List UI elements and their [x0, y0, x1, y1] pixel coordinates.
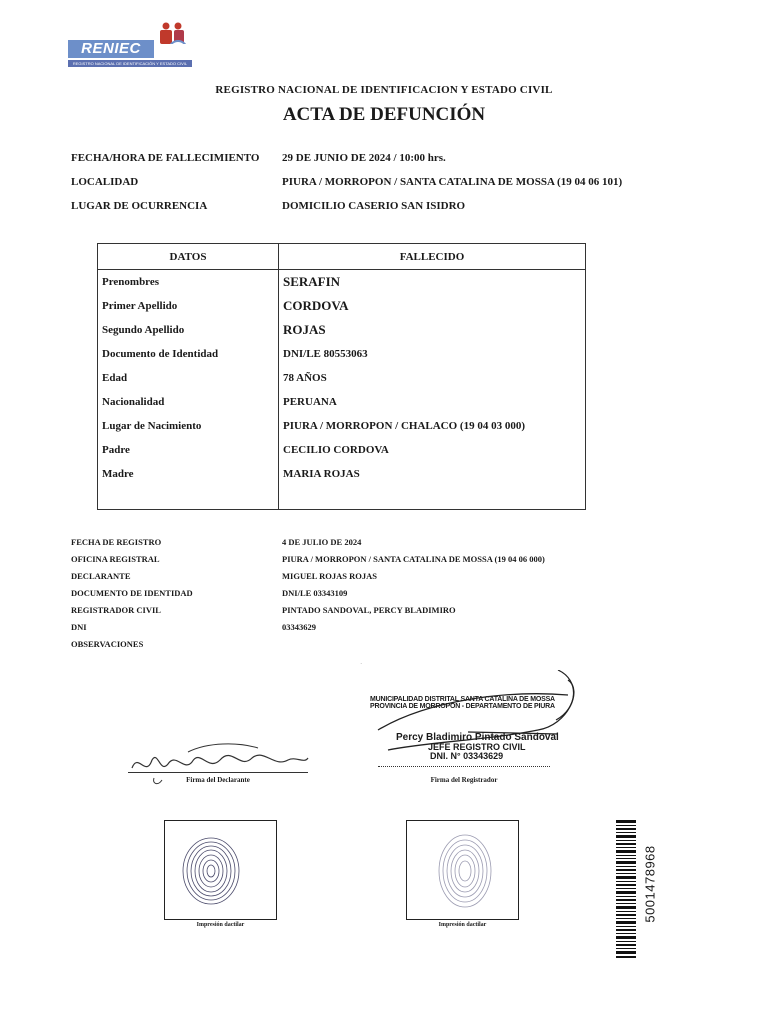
table-row	[98, 414, 586, 438]
label-fecha-hora: FECHA/HORA DE FALLECIMIENTO	[71, 152, 260, 164]
label-declarante: DECLARANTE	[71, 571, 131, 581]
row-label-madre: Madre	[98, 462, 279, 486]
fingerprint-box-registrar	[406, 820, 519, 920]
label-registrador-civil: REGISTRADOR CIVIL	[71, 605, 161, 615]
fingerprint-box-declarant	[164, 820, 277, 920]
table-row	[98, 390, 586, 414]
label-observaciones: OBSERVACIONES	[71, 639, 144, 649]
stamp-registrar-name: Percy Bladimiro Pintado Sandoval	[396, 732, 559, 743]
value-localidad: PIURA / MORROPON / SANTA CATALINA DE MOSSA (19 04 06 101)	[282, 176, 623, 188]
stamp-registrar-dni: DNI. N° 03343629	[430, 751, 504, 761]
institution-name: REGISTRO NACIONAL DE IDENTIFICACION Y ESTADO CIVIL	[215, 84, 553, 96]
barcode-icon	[616, 820, 636, 958]
table-row	[98, 318, 586, 342]
value-declarante: MIGUEL ROJAS ROJAS	[282, 571, 377, 581]
stray-mark: ·	[360, 660, 363, 668]
label-fecha-registro: FECHA DE REGISTRO	[71, 537, 162, 547]
value-registrador-civil: PINTADO SANDOVAL, PERCY BLADIMIRO	[282, 605, 456, 615]
label-documento-identidad: DOCUMENTO DE IDENTIDAD	[71, 588, 193, 598]
value-fecha-hora: 29 DE JUNIO DE 2024 / 10:00 hrs.	[282, 152, 446, 164]
fingerprint-icon	[407, 821, 518, 919]
table-row	[98, 270, 586, 295]
value-oficina-registral: PIURA / MORROPON / SANTA CATALINA DE MOSSA (19 04 06 000)	[282, 554, 545, 564]
row-value-edad: 78 AÑOS	[283, 372, 327, 384]
filler-cell	[279, 486, 586, 510]
logo-wordmark: RENIEC	[68, 40, 154, 58]
logo-subtitle: REGISTRO NACIONAL DE IDENTIFICACIÓN Y ESTADO CIVIL	[68, 60, 192, 67]
filler-cell	[98, 486, 279, 510]
table-row	[98, 462, 586, 486]
value-dni: 03343629	[282, 622, 316, 632]
col-header-datos: DATOS	[98, 244, 279, 270]
row-value-documento: DNI/LE 80553063	[283, 348, 368, 360]
label-localidad: LOCALIDAD	[71, 176, 139, 188]
table-row	[98, 438, 586, 462]
label-oficina-registral: OFICINA REGISTRAL	[71, 554, 160, 564]
row-label-primer-apellido: Primer Apellido	[98, 294, 279, 318]
stamp-line-2: PROVINCIA DE MORROPON - DEPARTAMENTO DE PIURA	[370, 703, 555, 710]
col-header-fallecido: FALLECIDO	[279, 244, 586, 270]
stamp-line-1: MUNICIPALIDAD DISTRITAL SANTA CATALINA DE MOSSA	[370, 696, 555, 703]
deceased-data-table	[97, 243, 586, 510]
fingerprint-icon	[165, 821, 276, 919]
reniec-logo	[68, 20, 192, 68]
declarant-signature-caption: Firma del Declarante	[186, 776, 250, 784]
row-label-segundo-apellido: Segundo Apellido	[98, 318, 279, 342]
stamp-registrar-role: JEFE REGISTRO CIVIL	[428, 742, 526, 752]
row-value-madre: MARIA ROJAS	[283, 468, 360, 480]
value-fecha-registro: 4 DE JULIO DE 2024	[282, 537, 362, 547]
row-value-nacionalidad: PERUANA	[283, 396, 337, 408]
row-label-nacionalidad: Nacionalidad	[98, 390, 279, 414]
table-row	[98, 294, 586, 318]
row-value-lugar-nacimiento: PIURA / MORROPON / CHALACO (19 04 03 000)	[283, 420, 525, 432]
value-lugar-ocurrencia: DOMICILIO CASERIO SAN ISIDRO	[282, 200, 466, 212]
row-value-segundo-apellido: ROJAS	[283, 322, 326, 337]
declarant-signature-line	[128, 772, 308, 773]
row-label-documento: Documento de Identidad	[98, 342, 279, 366]
table-row	[98, 366, 586, 390]
value-documento-identidad: DNI/LE 03343109	[282, 588, 348, 598]
fingerprint-caption-registrar: Impresión dactilar	[438, 922, 487, 928]
document-title: ACTA DE DEFUNCIÓN	[282, 104, 486, 125]
row-value-prenombres: SERAFIN	[283, 274, 341, 289]
row-label-lugar-nacimiento: Lugar de Nacimiento	[98, 414, 279, 438]
table-header-row	[98, 244, 586, 270]
row-label-padre: Padre	[98, 438, 279, 462]
table-filler-row	[98, 486, 586, 510]
registrar-signature-line	[378, 766, 550, 767]
row-label-edad: Edad	[98, 366, 279, 390]
barcode-number: 5001478968	[642, 845, 658, 923]
fingerprint-caption-declarant: Impresión dactilar	[196, 922, 245, 928]
row-value-primer-apellido: CORDOVA	[283, 298, 349, 313]
row-label-prenombres: Prenombres	[98, 270, 279, 295]
label-dni: DNI	[71, 622, 87, 632]
label-lugar-ocurrencia: LUGAR DE OCURRENCIA	[71, 200, 208, 212]
registrar-signature-caption: Firma del Registrador	[430, 776, 498, 784]
table-row	[98, 342, 586, 366]
row-value-padre: CECILIO CORDOVA	[283, 444, 389, 456]
